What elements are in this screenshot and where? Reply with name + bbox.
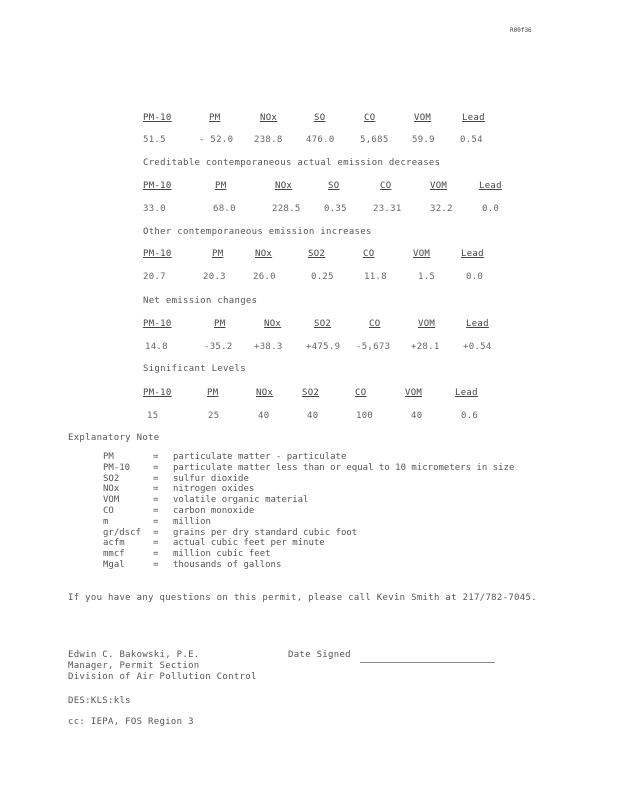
col-header: NOx bbox=[260, 113, 278, 123]
cell-value: 228.5 bbox=[272, 204, 301, 214]
cell-value: - 52.0 bbox=[199, 135, 234, 145]
typist-initials: DES:KLS:kls bbox=[68, 696, 131, 706]
col-header: NOx bbox=[275, 181, 293, 191]
cell-value: +475.9 bbox=[306, 342, 341, 352]
cell-value: 51.5 bbox=[143, 135, 166, 145]
col-header: PM bbox=[212, 249, 224, 259]
note-row bbox=[103, 560, 514, 571]
section-title: Significant Levels bbox=[143, 364, 246, 374]
signer-division: Division of Air Pollution Control bbox=[68, 672, 257, 682]
cell-value: 0.25 bbox=[311, 272, 334, 282]
cell-value: 0.0 bbox=[482, 204, 500, 214]
col-header: SO2 bbox=[302, 388, 320, 398]
note-abbr: mmcf bbox=[103, 549, 125, 560]
col-header: PM bbox=[207, 388, 219, 398]
note-abbr: CO bbox=[103, 505, 114, 516]
note-row bbox=[103, 484, 514, 495]
col-header: PM-10 bbox=[143, 181, 172, 191]
cell-value: 23.31 bbox=[373, 204, 402, 214]
col-header: NOx bbox=[255, 249, 273, 259]
section-title: Net emission changes bbox=[143, 296, 258, 306]
col-header: NOx bbox=[256, 388, 274, 398]
cell-value: 59.9 bbox=[412, 135, 435, 145]
col-header: PM bbox=[215, 181, 227, 191]
cell-value: 14.8 bbox=[145, 342, 168, 352]
note-row bbox=[103, 528, 514, 539]
cell-value: +38.3 bbox=[254, 342, 283, 352]
col-header: Lead bbox=[479, 181, 502, 191]
col-header: CO bbox=[380, 181, 392, 191]
col-header: PM-10 bbox=[143, 319, 172, 329]
cell-value: 33.0 bbox=[143, 204, 166, 214]
document-id: R00f36 bbox=[510, 27, 532, 34]
col-header: SO2 bbox=[308, 249, 326, 259]
note-row bbox=[103, 474, 514, 485]
contact-line: If you have any questions on this permit, please call Kevin Smith at 217/782-7045. bbox=[68, 593, 537, 603]
cell-value: 32.2 bbox=[430, 204, 453, 214]
cell-value: -35.2 bbox=[204, 342, 233, 352]
note-definition: million bbox=[173, 516, 211, 527]
note-definition: actual cubic feet per minute bbox=[173, 538, 325, 549]
col-header: Lead bbox=[462, 113, 485, 123]
col-header: PM bbox=[214, 319, 226, 329]
note-eq: = bbox=[153, 473, 159, 484]
col-header: SO bbox=[314, 113, 326, 123]
date-signed-line bbox=[360, 662, 495, 663]
col-header: VOM bbox=[413, 249, 431, 259]
col-header: Lead bbox=[461, 249, 484, 259]
note-eq: = bbox=[153, 462, 159, 473]
note-abbr: SO2 bbox=[103, 473, 120, 484]
col-header: CO bbox=[355, 388, 367, 398]
note-abbr: VOM bbox=[103, 495, 120, 506]
note-definition: thousands of gallons bbox=[173, 559, 282, 570]
note-eq: = bbox=[153, 484, 159, 495]
note-row bbox=[103, 463, 514, 474]
cell-value: 40 bbox=[258, 411, 270, 421]
note-abbr: PM-10 bbox=[103, 462, 131, 473]
cell-value: 0.54 bbox=[460, 135, 483, 145]
note-row bbox=[103, 452, 514, 463]
cell-value: 238.8 bbox=[254, 135, 283, 145]
section-title: Other contemporaneous emission increases bbox=[143, 227, 372, 237]
col-header: NOx bbox=[264, 319, 282, 329]
note-definition: sulfur dioxide bbox=[173, 473, 249, 484]
col-header: VOM bbox=[418, 319, 436, 329]
col-header: Lead bbox=[455, 388, 478, 398]
cell-value: 40 bbox=[411, 411, 423, 421]
note-eq: = bbox=[153, 495, 159, 506]
note-definition: grains per dry standard cubic foot bbox=[173, 527, 358, 538]
cell-value: 26.0 bbox=[253, 272, 276, 282]
cell-value: 68.0 bbox=[213, 204, 236, 214]
note-abbr: m bbox=[103, 516, 109, 527]
col-header: CO bbox=[364, 113, 376, 123]
col-header: VOM bbox=[405, 388, 423, 398]
col-header: VOM bbox=[414, 113, 432, 123]
col-header: PM-10 bbox=[143, 113, 172, 123]
note-abbr: NOx bbox=[103, 484, 120, 495]
col-header: PM-10 bbox=[143, 388, 172, 398]
note-abbr: Mgal bbox=[103, 559, 125, 570]
date-signed-label: Date Signed bbox=[288, 650, 351, 660]
cc-line: cc: IEPA, FOS Region 3 bbox=[68, 717, 194, 727]
note-definition: particulate matter less than or equal to 10 micrometers in size bbox=[173, 462, 515, 473]
note-eq: = bbox=[153, 516, 159, 527]
cell-value: 476.0 bbox=[306, 135, 335, 145]
notes-title: Explanatory Note bbox=[68, 433, 160, 443]
note-definition: carbon monoxide bbox=[173, 505, 255, 516]
note-eq: = bbox=[153, 559, 159, 570]
notes-list bbox=[103, 452, 514, 571]
note-row bbox=[103, 495, 514, 506]
note-row bbox=[103, 506, 514, 517]
cell-value: 100 bbox=[356, 411, 374, 421]
section-title: Creditable contemporaneous actual emission decreases bbox=[143, 158, 441, 168]
cell-value: 40 bbox=[307, 411, 319, 421]
col-header: SO2 bbox=[314, 319, 332, 329]
cell-value: 0.6 bbox=[461, 411, 479, 421]
note-eq: = bbox=[153, 527, 159, 538]
cell-value: 20.7 bbox=[143, 272, 166, 282]
cell-value: +0.54 bbox=[463, 342, 492, 352]
note-definition: volatile organic material bbox=[173, 495, 309, 506]
cell-value: +28.1 bbox=[411, 342, 440, 352]
col-header: PM bbox=[209, 113, 221, 123]
cell-value: 5,685 bbox=[360, 135, 389, 145]
note-eq: = bbox=[153, 549, 159, 560]
note-row bbox=[103, 517, 514, 528]
note-definition: nitrogen oxides bbox=[173, 484, 255, 495]
note-definition: million cubic feet bbox=[173, 549, 271, 560]
note-eq: = bbox=[153, 538, 159, 549]
note-row bbox=[103, 538, 514, 549]
col-header: SO bbox=[328, 181, 340, 191]
cell-value: 0.0 bbox=[466, 272, 484, 282]
note-row bbox=[103, 549, 514, 560]
col-header: CO bbox=[369, 319, 381, 329]
cell-value: 20.3 bbox=[203, 272, 226, 282]
col-header: Lead bbox=[466, 319, 489, 329]
cell-value: -5,673 bbox=[356, 342, 391, 352]
signer-title: Manager, Permit Section bbox=[68, 661, 200, 671]
note-abbr: acfm bbox=[103, 538, 125, 549]
note-eq: = bbox=[153, 452, 159, 462]
note-definition: particulate matter - particulate bbox=[173, 452, 347, 462]
cell-value: 0.35 bbox=[324, 204, 347, 214]
cell-value: 11.8 bbox=[364, 272, 387, 282]
cell-value: 25 bbox=[208, 411, 220, 421]
note-eq: = bbox=[153, 505, 159, 516]
col-header: VOM bbox=[430, 181, 448, 191]
signer-name: Edwin C. Bakowski, P.E. bbox=[68, 650, 200, 660]
cell-value: 1.5 bbox=[418, 272, 436, 282]
note-abbr: PM bbox=[103, 452, 114, 462]
note-abbr: gr/dscf bbox=[103, 527, 141, 538]
col-header: PM-10 bbox=[143, 249, 172, 259]
col-header: CO bbox=[363, 249, 375, 259]
cell-value: 15 bbox=[147, 411, 159, 421]
